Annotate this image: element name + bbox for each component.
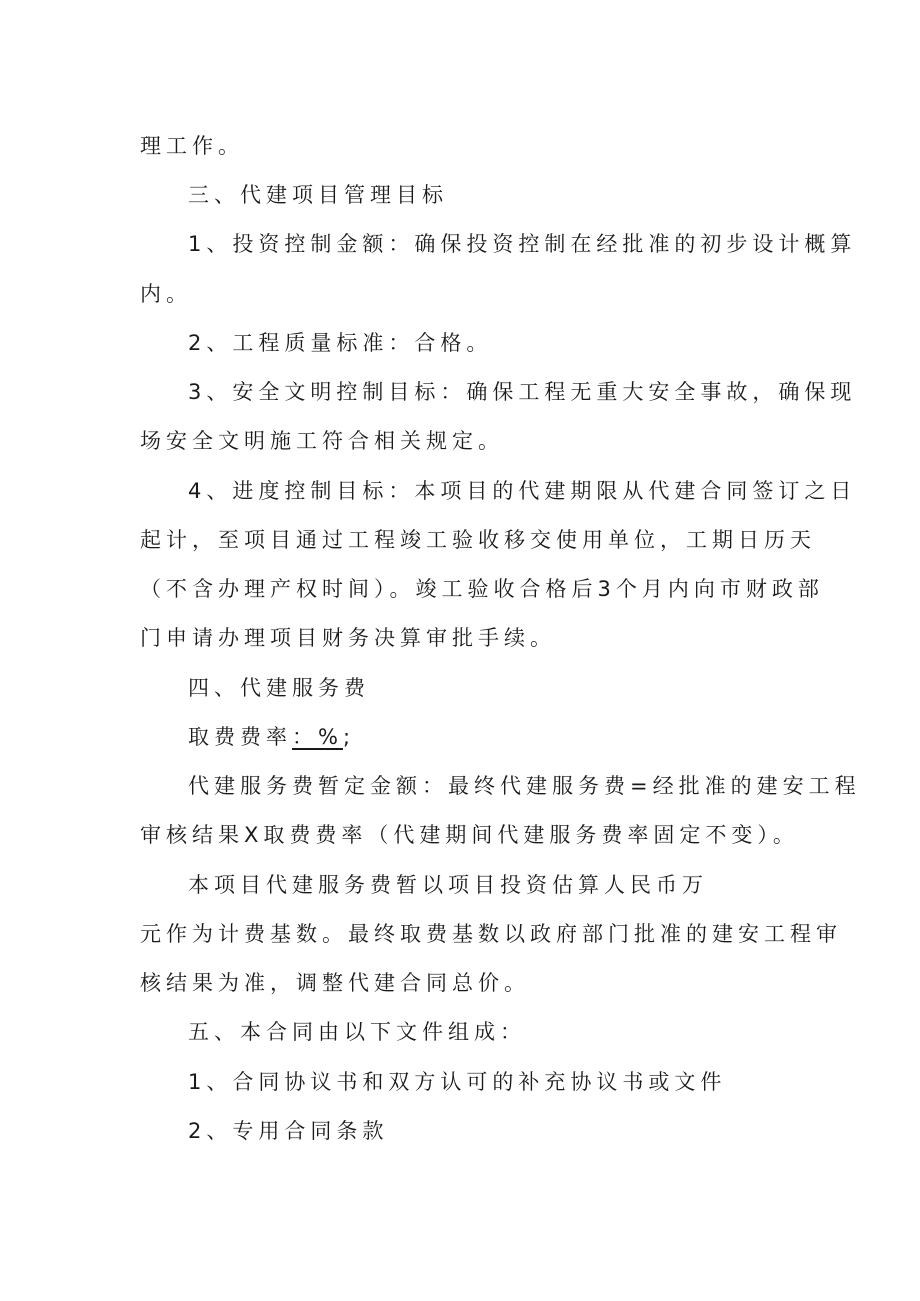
- section-heading-4: 四、代建服务费: [188, 676, 370, 700]
- fee-rate-line: [188, 727, 355, 748]
- paragraph-line: 起计，至项目通过工程竣工验收移交使用单位，工期日历天: [140, 528, 816, 552]
- fee-rate-value: ：%: [292, 725, 343, 749]
- paragraph-line: 核结果为准，调整代建合同总价。: [140, 971, 530, 995]
- section-heading-3: 三、代建项目管理目标: [188, 183, 448, 207]
- paragraph-line: 场安全文明施工符合相关规定。: [140, 429, 504, 453]
- paragraph-line: 元作为计费基数。最终取费基数以政府部门批准的建安工程审: [140, 922, 842, 946]
- paragraph-line: 4、进度控制目标：本项目的代建期限从代建合同签订之日: [188, 479, 857, 503]
- paragraph-line: 审核结果X取费费率（代建期间代建服务费率固定不变）。: [140, 823, 799, 847]
- paragraph-line: 3、安全文明控制目标：确保工程无重大安全事故，确保现: [188, 380, 857, 404]
- list-item: 2、专用合同条款: [188, 1119, 389, 1143]
- paragraph-line: 代建服务费暂定金额：最终代建服务费=经批准的建安工程: [188, 774, 861, 798]
- paragraph-line: 内。: [140, 282, 192, 306]
- paragraph-line: 门申请办理项目财务决算审批手续。: [140, 626, 556, 650]
- fee-rate-label: 取费费率: [188, 725, 292, 749]
- section-heading-5: 五、本合同由以下文件组成：: [188, 1020, 526, 1044]
- fee-rate-end: ;: [342, 725, 356, 749]
- paragraph-line: 1、投资控制金额：确保投资控制在经批准的初步设计概算: [188, 232, 857, 256]
- list-item: 1、合同协议书和双方认可的补充协议书或文件: [188, 1070, 727, 1094]
- paragraph-line: 本项目代建服务费暂以项目投资估算人民币万: [188, 873, 708, 897]
- paragraph-line: 理工作。: [140, 134, 244, 158]
- paragraph-line: （不含办理产权时间）。竣工验收合格后3个月内向市财政部: [140, 577, 824, 601]
- paragraph-line: 2、工程质量标准：合格。: [188, 331, 493, 355]
